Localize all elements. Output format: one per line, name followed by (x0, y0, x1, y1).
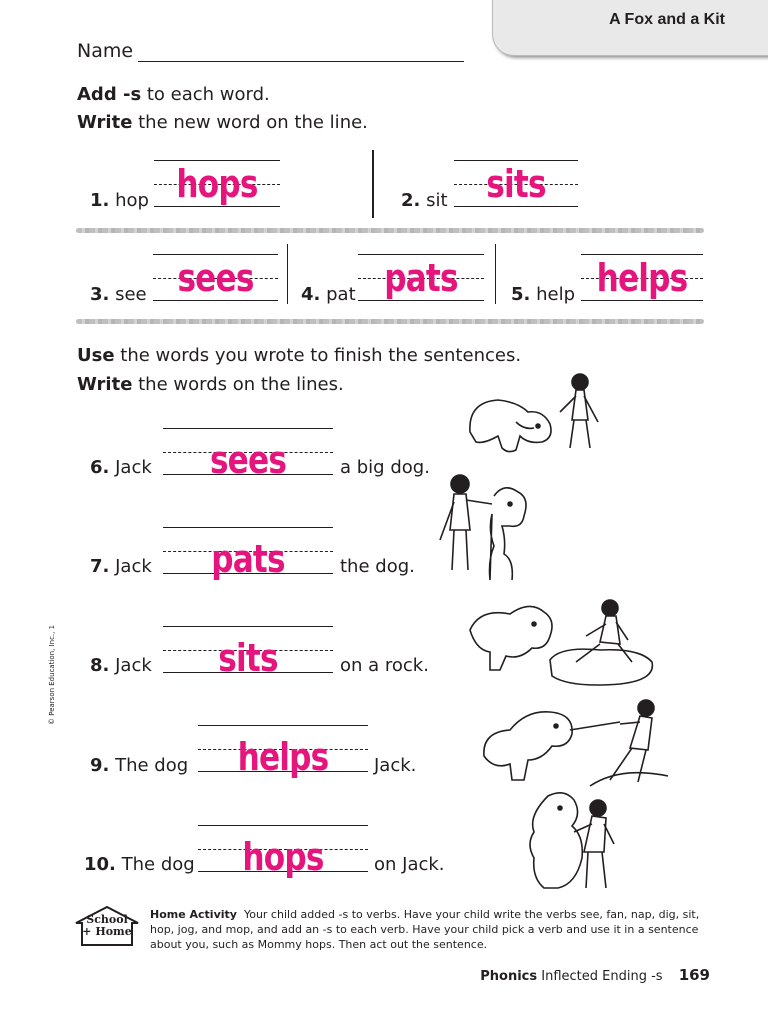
copyright-notice: © Pearson Education, Inc., 1 (48, 624, 56, 725)
sentence-8-after: on a rock. (340, 655, 429, 676)
boy-dog-illustration-6 (458, 372, 618, 472)
exercise-4-label: 4. pat (301, 284, 356, 305)
sentence-7-answer-line[interactable] (163, 527, 333, 581)
school-home-logo (72, 905, 142, 947)
title-tab (492, 0, 768, 56)
exercise-2-answer: sits (486, 162, 546, 206)
exercise-1-answer-line[interactable] (154, 160, 280, 210)
boy-dog-illustration-7 (432, 470, 552, 590)
boy-dog-illustration-9 (470, 690, 670, 790)
sentence-9-answer-line[interactable] (198, 725, 368, 779)
instruction-text: the new word on the line. (132, 112, 368, 133)
sentence-7-before: 7. Jack (90, 556, 152, 577)
sentence-10-answer-line[interactable] (198, 825, 368, 879)
sentence-9-answer: helps (237, 735, 329, 779)
sentence-9-after: Jack. (374, 755, 417, 776)
exercise-1-label: 1. hop (90, 190, 149, 211)
tab-title: A Fox and a Kit (609, 11, 725, 28)
column-divider (372, 150, 374, 218)
exercise-5-label: 5. help (511, 284, 576, 305)
exercise-4-answer-line[interactable] (358, 254, 484, 304)
sentence-8-answer-line[interactable] (163, 626, 333, 680)
sentence-7-answer: pats (211, 537, 285, 581)
instruction-verb: Write (77, 374, 133, 395)
name-line (138, 61, 464, 62)
row-divider (76, 228, 704, 233)
column-divider (287, 244, 288, 304)
instruction-verb: Add -s (77, 84, 142, 105)
name-label: Name (77, 40, 134, 62)
footer-topic: Inflected Ending -s (541, 969, 663, 984)
instruction-text: to each word. (141, 84, 270, 105)
exercise-1-answer: hops (176, 162, 258, 206)
exercise-3-label: 3. see (90, 284, 147, 305)
instruction-text: the words on the lines. (132, 374, 344, 395)
exercise-5-answer-line[interactable] (581, 254, 703, 304)
footer-subject: Phonics (480, 969, 538, 984)
column-divider (495, 244, 496, 304)
sentence-10-answer: hops (242, 835, 324, 879)
instruction-verb: Write (77, 112, 133, 133)
sentence-10-before: 10. The dog (84, 854, 195, 875)
sentence-6-after: a big dog. (340, 457, 430, 478)
instruction-text: the words you wrote to finish the sentences. (114, 345, 522, 366)
sentence-7-after: the dog. (340, 556, 415, 577)
instruction-verb: Use (77, 345, 115, 366)
sentence-9-before: 9. The dog (90, 755, 189, 776)
boy-dog-illustration-8 (460, 590, 660, 690)
row-divider (76, 319, 704, 324)
exercise-2-label: 2. sit (401, 190, 448, 211)
logo-line-2: + Home (82, 925, 132, 938)
exercise-4-answer: pats (384, 256, 458, 300)
instruction-line-3 (77, 345, 521, 366)
sentence-8-before: 8. Jack (90, 655, 152, 676)
home-activity-note (150, 907, 710, 952)
home-activity-text: Your child added -s to verbs. Have your child write the verbs see, fan, nap, dig, sit, hop, jog, and mop, and add an -s to each verb. Have your child pick a verb and use it in a sentence about you, such as Mommy hops. Then act out the sentence. (150, 908, 700, 951)
sentence-6-answer: sees (209, 438, 287, 482)
exercise-5-answer: helps (596, 256, 688, 300)
page-footer (480, 966, 710, 984)
sentence-6-answer-line[interactable] (163, 428, 333, 482)
logo-line-1: School (86, 913, 128, 926)
sentence-10-after: on Jack. (374, 854, 445, 875)
instruction-line-1 (77, 84, 270, 105)
exercise-2-answer-line[interactable] (454, 160, 578, 210)
exercise-3-answer: sees (177, 256, 254, 300)
sentence-6-before: 6. Jack (90, 457, 152, 478)
instruction-line-2 (77, 112, 368, 133)
page-number: 169 (678, 966, 710, 984)
instruction-line-4 (77, 374, 344, 395)
home-activity-title: Home Activity (150, 908, 237, 921)
exercise-3-answer-line[interactable] (153, 254, 278, 304)
boy-dog-illustration-10 (514, 788, 634, 898)
sentence-8-answer: sits (218, 636, 278, 680)
